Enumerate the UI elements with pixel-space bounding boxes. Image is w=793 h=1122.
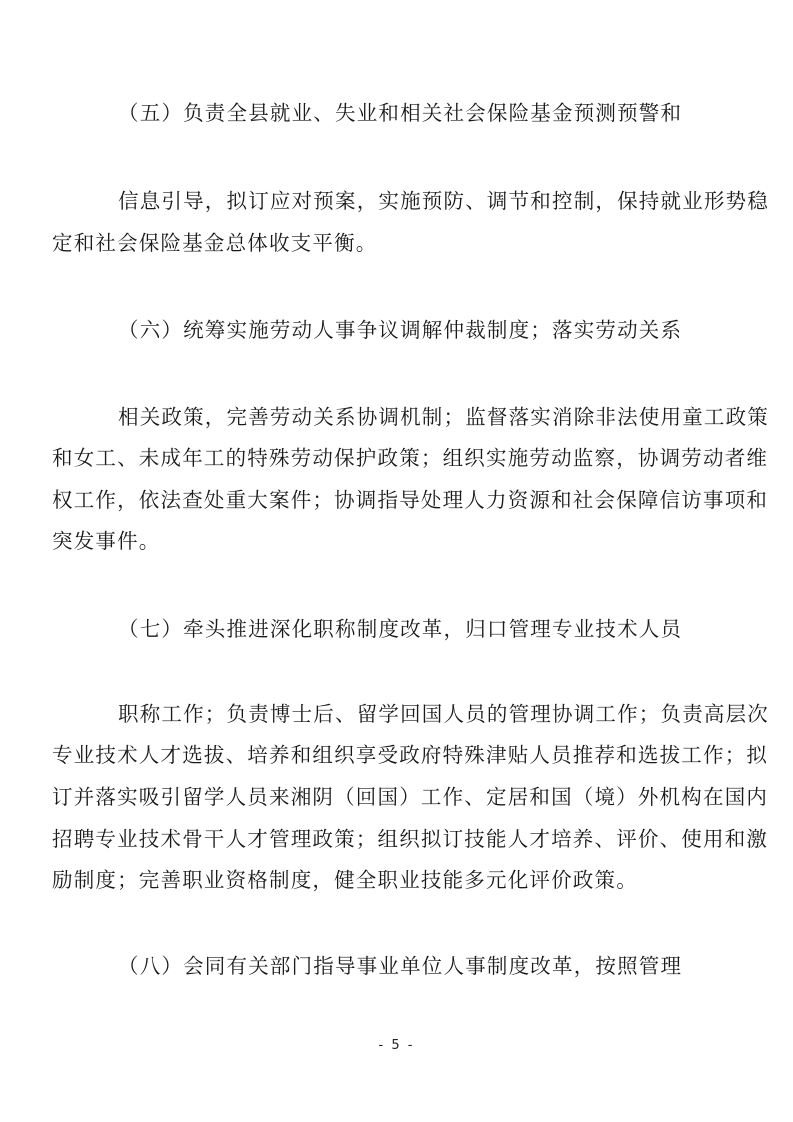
section-body-line: 招聘专业技术骨干人才管理政策；组织拟订技能人才培养、评价、使用和激 bbox=[52, 827, 769, 851]
section-body-line: 信息引导，拟订应对预案，实施预防、调节和控制，保持就业形势稳 bbox=[118, 189, 769, 213]
section-body-line: 和女工、未成年工的特殊劳动保护政策；组织实施劳动监察，协调劳动者维 bbox=[52, 446, 769, 470]
section-heading-7: （七）牵头推进深化职称制度改革，归口管理专业技术人员 bbox=[118, 617, 683, 641]
page-number: - 5 - bbox=[378, 1038, 415, 1053]
section-heading-8: （八）会同有关部门指导事业单位人事制度改革，按照管理 bbox=[118, 954, 683, 978]
section-body-line: 相关政策，完善劳动关系协调机制；监督落实消除非法使用童工政策 bbox=[118, 405, 769, 429]
section-body-line: 权工作，依法查处重大案件；协调指导处理人力资源和社会保障信访事项和 bbox=[52, 488, 769, 512]
section-body-line: 订并落实吸引留学人员来湘阴（回国）工作、定居和国（境）外机构在国内 bbox=[52, 785, 769, 809]
section-heading-6: （六）统筹实施劳动人事争议调解仲裁制度；落实劳动关系 bbox=[118, 318, 683, 342]
section-body-line: 突发事件。 bbox=[52, 529, 161, 553]
section-body-line: 专业技术人才选拔、培养和组织享受政府特殊津贴人员推荐和选拔工作；拟 bbox=[52, 743, 769, 767]
section-heading-5: （五）负责全县就业、失业和相关社会保险基金预测预警和 bbox=[118, 101, 683, 125]
section-body-line: 定和社会保险基金总体收支平衡。 bbox=[52, 231, 378, 255]
section-body-line: 励制度；完善职业资格制度，健全职业技能多元化评价政策。 bbox=[52, 868, 638, 892]
section-body-line: 职称工作；负责博士后、留学回国人员的管理协调工作；负责高层次 bbox=[118, 702, 769, 726]
